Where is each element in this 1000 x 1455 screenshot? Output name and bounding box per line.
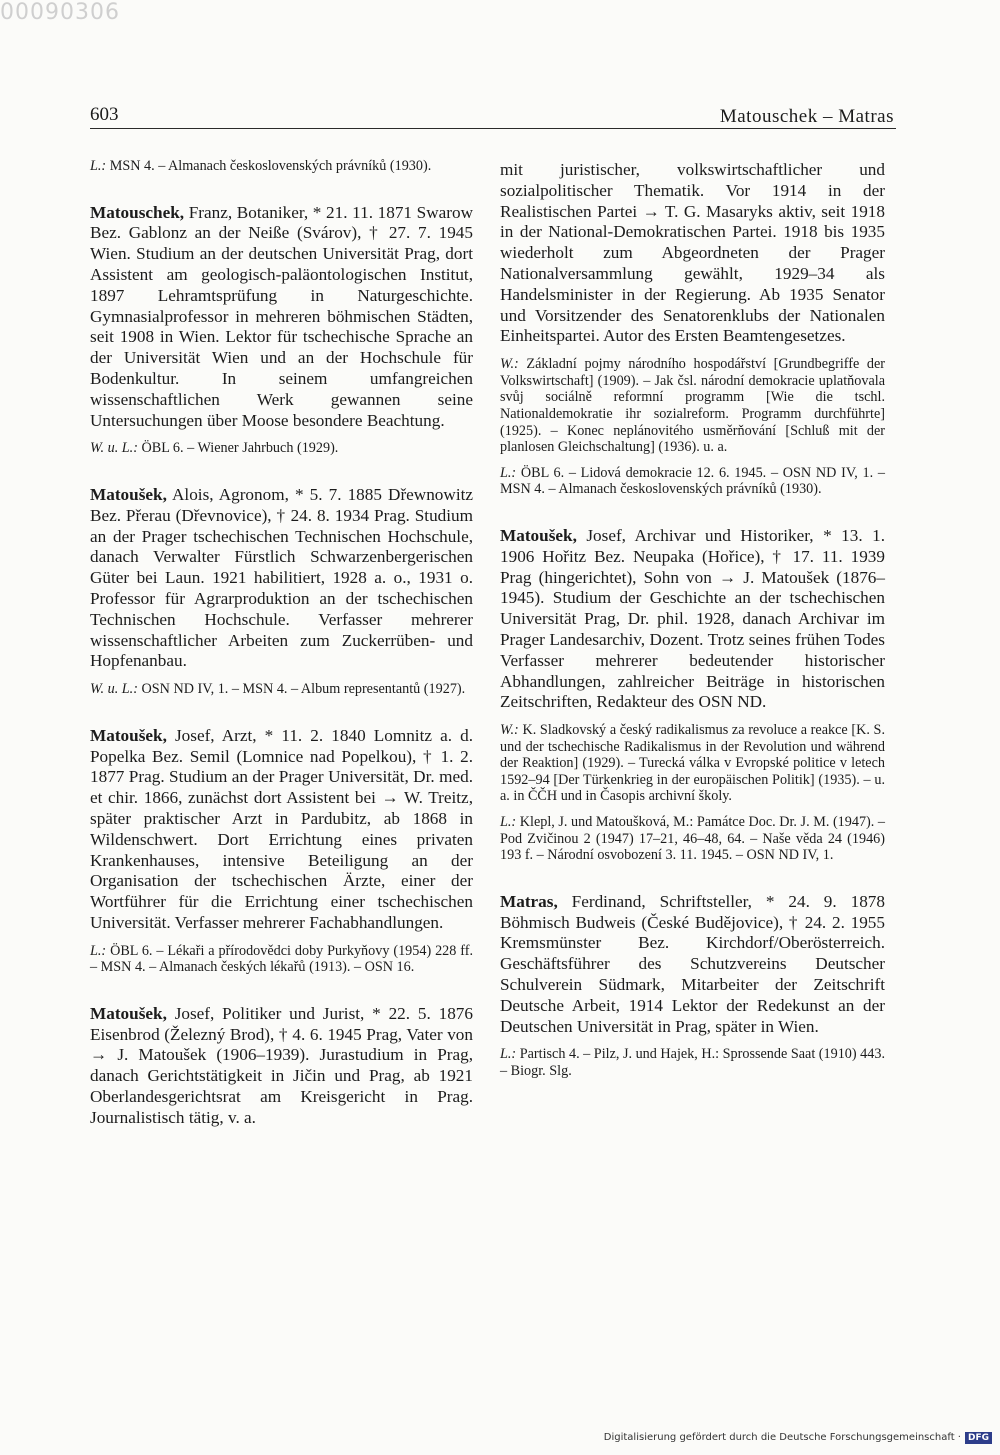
entry-body: Matoušek, Alois, Agronom, * 5. 7. 1885 Dřewnowitz Bez. Přerau (Dřevnovice), † 24. 8. 1934 Prag. Studium an der Prager tschechischen Technischen Hochschule, danach Verwalter Fürstlich Schwarzenbergerischen Güter bei Laun. 1921 habilitiert, 1928 a. o., 1931 o. Professor für Agrarproduktion an der tschechischen Technischen Hochschule. Verfasser mehrerer wissenschaftlicher Arbeiten zum Zuckerrüben- und Hopfenanbau.	[90, 484, 473, 671]
archive-stamp: 00090306	[0, 0, 120, 25]
left-column	[90, 158, 473, 1150]
works-note: W.: K. Sladkovský a český radikalismus za revoluce a reakce [K. S. und der tschechische Radikalismus in der Revolution und während der Reaktion] (1929). – Turecká válka v Evropské politice v letech 1592–94 [Der Türkenkrieg in der europäischen Politik] (1935). – u. a. in ČČH und in Časopis archivní školy.	[500, 722, 885, 805]
entry-matousek-josef-arzt	[90, 726, 473, 976]
reference-note: L.: Klepl, J. und Matoušková, M.: Památce Doc. Dr. J. M. (1947). – Pod Zvičinou 2 (1947) 17–21, 46–48, 64. – Naše věda 24 (1946) 193 f. – Národní osvobození 3. 11. 1945. – OSN ND IV, 1.	[500, 814, 885, 864]
works-note: W.: Základní pojmy národního hospodářství [Grundbegriffe der Volkswirtschaft] (1909). – Jak čsl. národní demokracie uplatňovala svůj sociálně reformní programm [Wie die tschl. Nationaldemokratie ihr sozialreform. Programm durchführte] (1925). – Konec neplánovitého usměrňování [Schluß mit der planlosen Gleichschaltung] (1936). u. a.	[500, 356, 885, 456]
headword: Matoušek,	[500, 525, 577, 545]
reference-note: W. u. L.: OSN ND IV, 1. – MSN 4. – Album representantů (1927).	[90, 681, 466, 698]
headword: Matras,	[500, 891, 558, 911]
reference-note: L.: Partisch 4. – Pilz, J. und Hajek, H.: Sprossende Saat (1910) 443. – Biogr. Slg.	[500, 1046, 886, 1080]
right-column	[500, 160, 885, 1101]
digitization-footer	[604, 1432, 992, 1444]
entry-intro-note	[90, 158, 473, 175]
headword: Matouschek,	[90, 202, 185, 222]
footer-text: Digitalisierung gefördert durch die Deutsche Forschungsgemeinschaft ·	[603, 1432, 961, 1443]
headword: Matoušek,	[90, 484, 167, 504]
running-head: Matouschek – Matras	[719, 106, 894, 127]
entry-body: mit juristischer, volkswirtschaftlicher und sozialpolitischer Thematik. Vor 1914 in der Realistischen Partei → T. G. Masaryks aktiv, seit 1918 in der National-Demokratischen Partei. 1918 bis 1935 wiederholt zum Abgeordneten der Prager Nationalversammlung gewählt, 1929–34 als Handelsminister in der Regierung. Ab 1935 Senator und Vorsitzender des Senatorenklubs der Nationalen Einheitspartei. Autor des Ersten Beamtengesetzes.	[500, 160, 885, 346]
dfg-logo: DFG	[965, 1432, 992, 1444]
entry-matras-ferdinand	[500, 892, 885, 1080]
entry-matousek-josef-archivar	[500, 526, 885, 864]
header-rule	[90, 128, 896, 129]
page-number: 603	[90, 104, 119, 125]
entry-body: Matoušek, Josef, Archivar und Historiker, * 13. 1. 1906 Hořitz Bez. Neupaka (Hořice), † 17. 11. 1939 Prag (hingerichtet), Sohn von → J. Matoušek (1876–1945). Studium der Geschichte an der tschechischen Universität Prag, Dr. phil. 1928, danach Archivar im Prager Landesarchiv, Dozent. Trotz seines frühen Todes Verfasser mehrerer bedeutender historischer Abhandlungen, zahlreicher Beiträge in historischen Zeitschriften, Redakteur des OSN ND.	[500, 525, 885, 712]
headword: Matoušek,	[90, 1003, 167, 1023]
entry-body: Matoušek, Josef, Arzt, * 11. 2. 1840 Lomnitz a. d. Popelka Bez. Semil (Lomnice nad Popelkou), † 1. 2. 1877 Prag. Studium an der Prager Universität, Dr. med. et chir. 1866, zunächst dort Assistent bei → W. Treitz, später praktischer Arzt in Pardubitz, ab 1868 in Wildenschwert. Dort Errichtung eines privaten Krankenhauses, intensive Beteiligung an der Organisation der tschechischen Ärzte, einer der Wortführer für die Errichtung einer tschechischen Universität. Verfasser mehrerer Fachabhandlungen.	[90, 725, 473, 932]
entry-matousek-josef-politiker-continued	[500, 160, 885, 498]
entry-body: Matoušek, Josef, Politiker und Jurist, * 22. 5. 1876 Eisenbrod (Železný Brod), † 4. 6. 1945 Prag, Vater von → J. Matoušek (1906–1939). Jurastudium in Prag, danach Gerichtstätigkeit in Jičin und Prag, ab 1921 Oberlandesgerichtsrat am Kreisgericht in Prag. Journalistisch tätig, v. a.	[90, 1003, 473, 1127]
reference-note: W. u. L.: ÖBL 6. – Wiener Jahrbuch (1929).	[90, 440, 339, 457]
headword: Matoušek,	[90, 725, 167, 745]
entry-body: Matras, Ferdinand, Schriftsteller, * 24. 9. 1878 Böhmisch Budweis (České Budějovice), † 24. 2. 1955 Kremsmünster Bez. Kirchdorf/Oberösterreich. Geschäftsführer des Schutzvereins Deutscher Schulverein Südmark, Mitarbeiter der Zeitschrift Deutsche Arbeit, 1914 Lektor der Redekunst an der Deutschen Universität in Prag, später in Wien.	[500, 891, 885, 1036]
reference-note: L.: ÖBL 6. – Lidová demokracie 12. 6. 1945. – OSN ND IV, 1. – MSN 4. – Almanach československých právníků (1930).	[500, 464, 885, 498]
entry-body: Matouschek, Franz, Botaniker, * 21. 11. 1871 Swarow Bez. Gablonz an der Neiße (Svárov), † 27. 7. 1945 Wien. Studium an der deutschen Universität Prag, dort Assistent am geologisch-paläontologischen Institut, 1897 Lehramtsprüfung in Naturgeschichte. Gymnasialprofessor in mehreren böhmischen Städten, seit 1908 in Wien. Lektor für tschechische Sprache an der Universität Wien und an der Hochschule für Bodenkultur. In seinem umfangreichen wissenschaftlichen Werk gewannen seine Untersuchungen über Moose besondere Beachtung.	[90, 202, 473, 430]
reference-note: L.: MSN 4. – Almanach československých právníků (1930).	[90, 158, 432, 174]
entry-matouschek-franz	[90, 203, 473, 457]
reference-note: L.: ÖBL 6. – Lékaři a přírodovědci doby Purkyňovy (1954) 228 ff. – MSN 4. – Almanach českých lékařů (1913). – OSN 16.	[90, 942, 473, 976]
entry-matousek-josef-politiker	[90, 1004, 473, 1129]
entry-matousek-alois	[90, 485, 473, 698]
